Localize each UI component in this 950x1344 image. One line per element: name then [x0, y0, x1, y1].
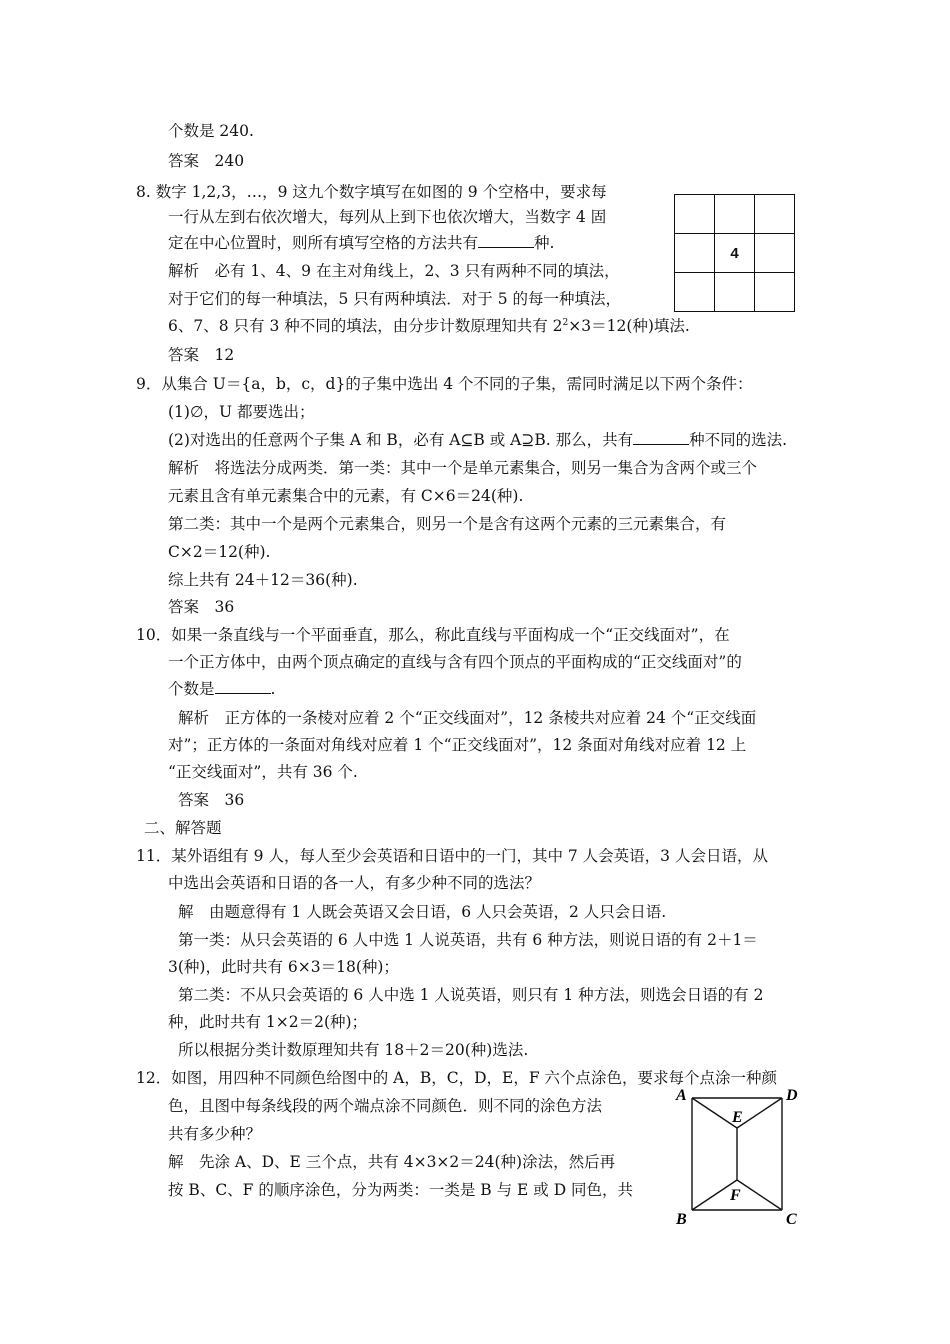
answer-line: 答案 240 [168, 152, 245, 170]
analysis-line: 解析 将选法分成两类．第一类：其中一个是单元素集合，则另一集合为含两个或三个 [168, 459, 758, 477]
text-line: 按 B、C、F 的顺序涂色，分为两类：一类是 B 与 E 或 D 同色，共 [168, 1181, 634, 1199]
grid-cell [755, 234, 795, 273]
text-line: 中选出会英语和日语的各一人，有多少种不同的选法？ [168, 874, 541, 892]
text-fragment: ×3＝12(种)填法. [568, 317, 690, 335]
text-line: 对于它们的每一种填法，5 只有两种填法．对于 5 的每一种填法， [168, 290, 622, 308]
problem-10-title: 10．如果一条直线与一个平面垂直，那么，称此直线与平面构成一个“正交线面对”，在 [136, 626, 730, 644]
text-line: 第二类：其中一个是两个元素集合，则另一个是含有这两个元素的三元素集合，有 [168, 515, 727, 533]
text-line: 共有多少种？ [168, 1125, 262, 1143]
text-fragment: 种. [534, 234, 555, 252]
text-line: C×2＝12(种). [168, 543, 271, 561]
problem-12-title: 12．如图，用四种不同颜色给图中的 A，B，C，D，E，F 六个点涂色，要求每个点涂一种颜 [136, 1069, 778, 1087]
grid-cell [715, 195, 755, 234]
answer-line: 答案 12 [168, 346, 235, 364]
text-line: 3(种)，此时共有 6×3＝18(种)； [168, 958, 399, 976]
text-line [168, 233, 554, 253]
vertex-label-a: A [676, 1087, 687, 1104]
text-line: 所以根据分类计数原理知共有 18＋2＝20(种)选法. [178, 1041, 529, 1059]
text-line: 对”；正方体的一条面对角线对应着 1 个“正交线面对”，12 条面对角线对应着 12 上 [168, 736, 747, 754]
vertex-label-e: E [732, 1109, 743, 1126]
grid-cell [675, 234, 715, 273]
edge-cf [737, 1180, 782, 1210]
vertex-label-b: B [676, 1211, 687, 1228]
text-line: 一个正方体中，由两个顶点确定的直线与含有四个顶点的平面构成的“正交线面对”的 [168, 653, 742, 671]
grid-cell-center: 4 [715, 234, 755, 273]
answer-blank [215, 679, 271, 694]
text-line: 第二类：不从只会英语的 6 人中选 1 人说英语，则只有 1 种方法，则选会日语的有 2 [178, 986, 764, 1004]
text-fragment: 种不同的选法. [689, 431, 788, 449]
text-line: (1)∅，U 都要选出； [168, 403, 315, 421]
text-line [168, 316, 690, 336]
text-fragment: (2)对选出的任意两个子集 A 和 B，必有 A⊆B 或 A⊇B. 那么，共有 [168, 431, 634, 449]
grid-cell [675, 195, 715, 234]
section-heading: 二、解答题 [144, 819, 222, 837]
text-line: 种，此时共有 1×2＝2(种)； [168, 1013, 368, 1031]
solution-line: 解 由题意得有 1 人既会英语又会日语，6 人只会英语，2 人只会日语. [178, 903, 667, 921]
number-grid [674, 194, 795, 312]
text-line: 第一类：从只会英语的 6 人中选 1 人说英语，共有 6 种方法，则说日语的有 2＋1＝ [178, 931, 758, 949]
problem-9-title: 9．从集合 U＝{a，b，c，d}的子集中选出 4 个不同的子集，需同时满足以下两个条件： [136, 375, 753, 393]
analysis-line: 解析 必有 1、4、9 在主对角线上，2、3 只有两种不同的填法， [168, 262, 620, 280]
grid-cell [755, 195, 795, 234]
text-fragment: 个数是 [168, 680, 215, 698]
solution-line: 解 先涂 A、D、E 三个点，共有 4×3×2＝24(种)涂法，然后再 [168, 1153, 616, 1171]
text-line [168, 430, 787, 450]
text-line: 色，且图中每条线段的两个端点涂不同颜色．则不同的涂色方法 [168, 1097, 603, 1115]
grid-cell [715, 273, 755, 312]
text-line: 一行从左到右依次增大，每列从上到下也依次增大，当数字 4 固 [168, 208, 607, 226]
grid-cell [675, 273, 715, 312]
problem-11-title: 11．某外语组有 9 人，每人至少会英语和日语中的一门，其中 7 人会英语，3 人会日语，从 [136, 847, 768, 865]
text-line: 综上共有 24＋12＝36(种). [168, 571, 358, 589]
coloring-figure [672, 1082, 812, 1232]
vertex-label-f: F [730, 1187, 741, 1204]
superscript: 2 [562, 317, 569, 328]
text-line: “正交线面对”，共有 36 个. [168, 763, 358, 781]
text-line [168, 679, 275, 699]
answer-line: 答案 36 [178, 791, 245, 809]
coloring-diagram [672, 1082, 812, 1232]
text-line: 个数是 240. [168, 122, 254, 140]
vertex-label-c: C [786, 1211, 797, 1228]
analysis-line: 解析 正方体的一条棱对应着 2 个“正交线面对”，12 条棱共对应着 24 个“正交线面 [178, 709, 757, 727]
answer-blank [633, 430, 689, 445]
text-fragment: 6、7、8 只有 3 种不同的填法，由分步计数原理知共有 2 [168, 317, 563, 335]
text-fragment: . [270, 680, 276, 698]
text-line: 元素且含有单元素集合中的元素，有 C×6＝24(种). [168, 487, 524, 505]
text-fragment: 定在中心位置时，则所有填写空格的方法共有 [168, 234, 479, 252]
edge-de [737, 1098, 782, 1128]
problem-8-title: 8. 数字 1,2,3，…，9 这九个数字填写在如图的 9 个空格中，要求每 [136, 183, 607, 201]
number-grid-figure [674, 194, 796, 316]
answer-blank [478, 233, 534, 248]
edge-ae [692, 1098, 737, 1128]
vertex-label-d: D [786, 1087, 798, 1104]
grid-cell [755, 273, 795, 312]
answer-line: 答案 36 [168, 598, 235, 616]
